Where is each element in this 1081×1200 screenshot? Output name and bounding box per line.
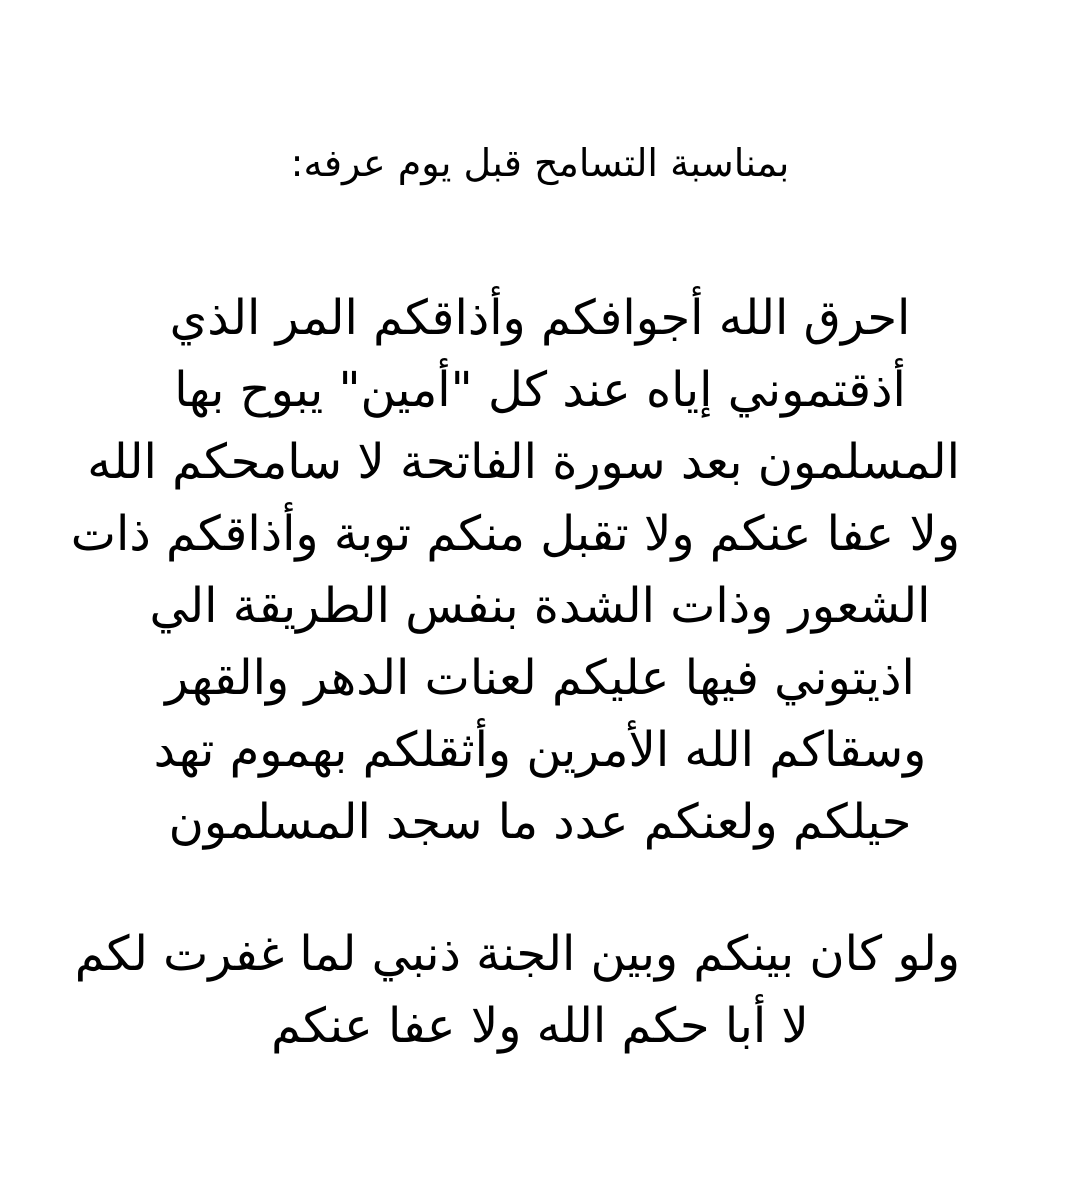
text-line: أذقتموني إياه عند كل "أمين" يبوح بها bbox=[174, 362, 906, 418]
text-line: احرق الله أجوافكم وأذاقكم المر الذي bbox=[169, 290, 911, 346]
text-line: ولو كان بينكم وبين الجنة ذنبي لما غفرت لكم bbox=[74, 926, 960, 982]
paragraph-curse bbox=[70, 282, 960, 858]
text-line: الشعور وذات الشدة بنفس الطريقة الي bbox=[149, 578, 931, 634]
text-line: المسلمون بعد سورة الفاتحة لا سامحكم الله bbox=[87, 434, 960, 490]
heading: بمناسبة التسامح قبل يوم عرفه: bbox=[290, 141, 790, 185]
text-line: حيلكم ولعنكم عدد ما سجد المسلمون bbox=[168, 794, 912, 850]
text-line: اذيتوني فيها عليكم لعنات الدهر والقهر bbox=[165, 650, 915, 706]
text-line: وسقاكم الله الأمرين وأثقلكم بهموم تهد bbox=[153, 722, 927, 778]
text-line: لا أبا حكم الله ولا عفا عنكم bbox=[271, 998, 809, 1054]
paragraph-closing bbox=[74, 918, 960, 1062]
text-line: ولا عفا عنكم ولا تقبل منكم توبة وأذاقكم ذات bbox=[70, 506, 960, 562]
